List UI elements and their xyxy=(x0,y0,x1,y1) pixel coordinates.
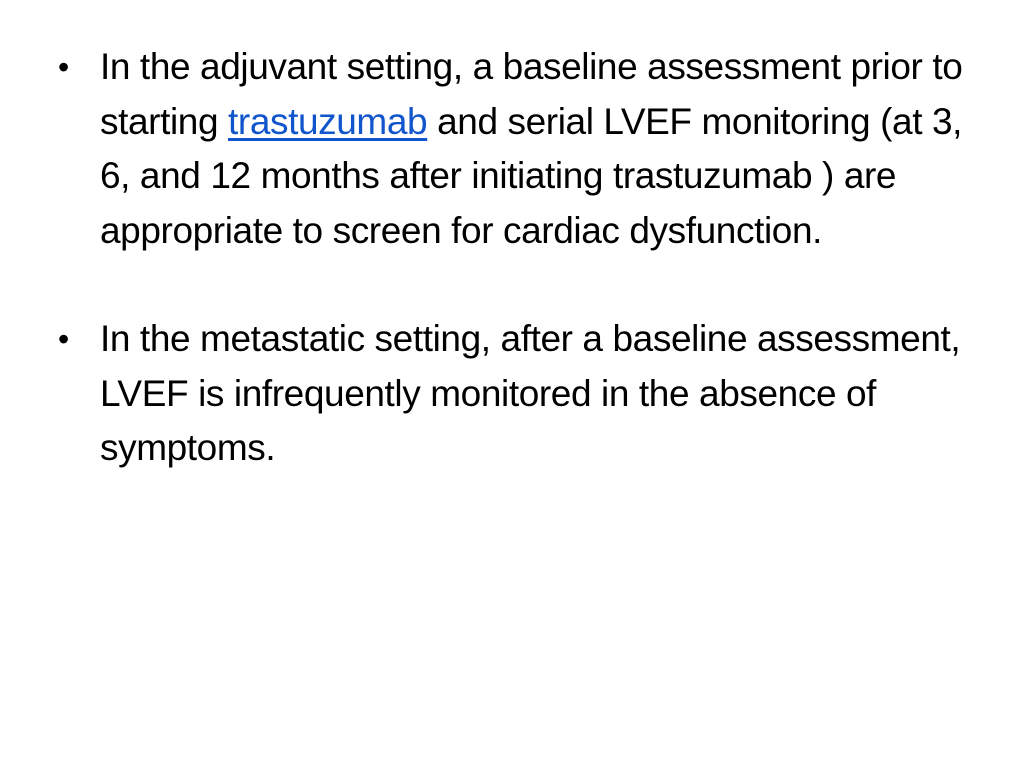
bullet-marker: • xyxy=(58,49,69,85)
trastuzumab-link[interactable]: trastuzumab xyxy=(228,100,428,142)
bullet-marker: • xyxy=(58,321,69,357)
bullet-item-metastatic xyxy=(56,312,976,476)
bullet-text: In the metastatic setting, after a baseline assessment, LVEF is infrequently monitored in the absence of symptoms. xyxy=(100,318,961,468)
bullet-list xyxy=(56,40,976,476)
bullet-text-after-link: and serial LVEF monitoring (at 3, 6, and 12 months after initiating trastuzumab ) are appropriate to screen for cardiac dysfunction. xyxy=(100,100,963,251)
bullet-text-before-link: In the adjuvant setting, a baseline assessment prior to starting xyxy=(100,46,963,142)
bullet-item-adjuvant xyxy=(56,40,976,258)
